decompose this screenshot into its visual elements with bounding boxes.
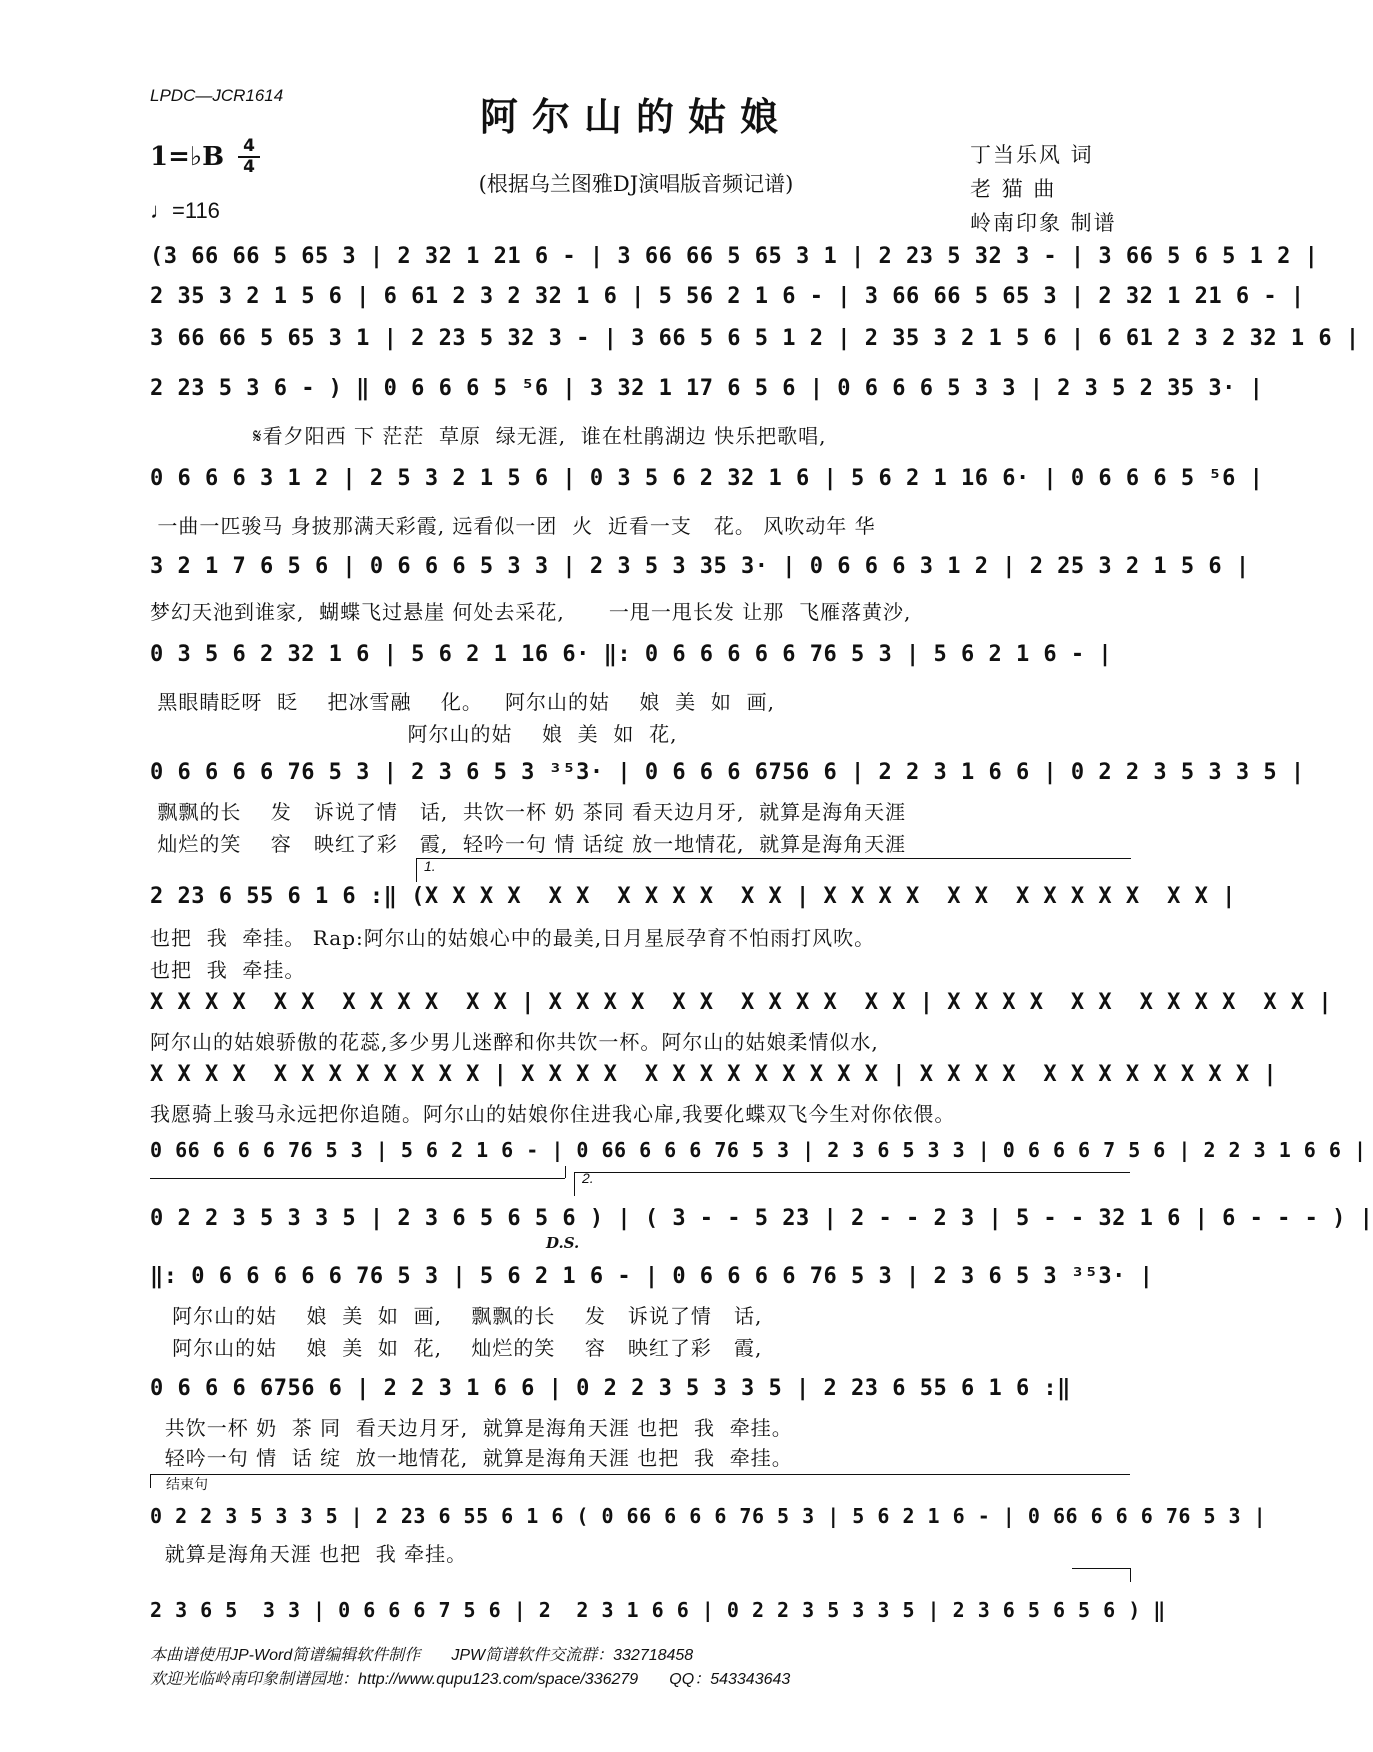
notation-row-6: 3 2 1 7 6 5 6 | 0 6 6 6 5 3 3 | 2 3 5 3 35 3· | 0 6 6 6 3 1 2 | 2 25 3 2 1 5 6 | bbox=[150, 554, 1250, 579]
lyric-row-4: 𝄋看夕阳西 下 茫茫 草原 绿无涯, 谁在杜鹃湖边 快乐把歌唱, bbox=[150, 424, 827, 448]
notation-row-3: 3 66 66 5 65 3 1 | 2 23 5 32 3 - | 3 66 5 6 5 1 2 | 2 35 3 2 1 5 6 | 6 61 2 3 2 32 1 6 | bbox=[150, 326, 1360, 351]
credit-score: 岭南印象 制谱 bbox=[970, 211, 1117, 235]
song-title: 阿尔山的姑娘 bbox=[479, 94, 792, 139]
lyric-row-8b: 灿烂的笑 容 映红了彩 霞, 轻吟一句 情 话绽 放一地情花, 就算是海角天涯 bbox=[150, 832, 907, 856]
lyric-row-10: 阿尔山的姑娘骄傲的花蕊,多少男儿迷醉和你共饮一杯。阿尔山的姑娘柔情似水, bbox=[150, 1030, 879, 1054]
notation-row-4: 2 23 5 3 6 - ) ‖ 0 6 6 6 5 ⁵6 | 3 32 1 17 6 5 6 | 0 6 6 6 5 3 3 | 2 3 5 2 35 3· | bbox=[150, 376, 1264, 401]
notation-row-9: 2 23 6 55 6 1 6 :‖ (X X X X X X X X X X X X | X X X X X X X X X X X X X | bbox=[150, 884, 1236, 909]
footer-line-2: 欢迎光临岭南印象制谱园地：http://www.qupu123.com/space/336279 QQ：543343643 bbox=[150, 1671, 791, 1688]
time-signature bbox=[238, 138, 260, 176]
ending-label: 结束句 bbox=[166, 1476, 208, 1492]
credit-music: 老 猫 曲 bbox=[970, 177, 1057, 201]
lyric-row-7b: 阿尔山的姑 娘 美 如 花, bbox=[150, 722, 678, 746]
lyric-row-14b: 阿尔山的姑 娘 美 如 花, 灿烂的笑 容 映红了彩 霞, bbox=[150, 1336, 763, 1360]
tempo-marking: ♩=116 bbox=[150, 198, 220, 223]
notation-row-7: 0 3 5 6 2 32 1 6 | 5 6 2 1 16 6· ‖: 0 6 6 6 6 6 76 5 3 | 5 6 2 1 6 - | bbox=[150, 642, 1113, 667]
notation-row-10: X X X X X X X X X X X X | X X X X X X X X X X X X | X X X X X X X X X X X X | bbox=[150, 990, 1333, 1015]
lyric-row-14a: 阿尔山的姑 娘 美 如 画, 飘飘的长 发 诉说了情 话, bbox=[150, 1304, 763, 1328]
notation-row-12: 0 66 6 6 6 76 5 3 | 5 6 2 1 6 - | 0 66 6 6 6 76 5 3 | 2 3 6 5 3 3 | 0 6 6 6 7 5 6 | 2 2 3 1 6 6 | bbox=[150, 1138, 1367, 1162]
lyric-row-16: 就算是海角天涯 也把 我 牵挂。 bbox=[150, 1542, 468, 1566]
notation-row-2: 2 35 3 2 1 5 6 | 6 61 2 3 2 32 1 6 | 5 56 2 1 6 - | 3 66 66 5 65 3 | 2 32 1 21 6 - | bbox=[150, 284, 1305, 309]
lyric-row-15a: 共饮一杯 奶 茶 同 看天边月牙, 就算是海角天涯 也把 我 牵挂。 bbox=[150, 1416, 793, 1440]
ending-bracket bbox=[150, 1474, 1130, 1475]
notation-row-13: 0 2 2 3 5 3 3 5 | 2 3 6 5 6 5 6 ) | ( 3 - - 5 23 | 2 - - 2 3 | 5 - - 32 1 6 | 6 - - - ) | bbox=[150, 1206, 1373, 1231]
volta-1-end-tick bbox=[565, 1166, 566, 1178]
footer-line-1: 本曲谱使用JP-Word简谱编辑软件制作 JPW简谱软件交流群：332718458 bbox=[150, 1647, 694, 1664]
time-bottom: 4 bbox=[243, 157, 255, 177]
lyric-row-15b: 轻吟一句 情 话 绽 放一地情花, 就算是海角天涯 也把 我 牵挂。 bbox=[150, 1446, 793, 1470]
lyric-row-6: 梦幻天池到谁家, 蝴蝶飞过悬崖 何处去采花, 一甩一甩长发 让那 飞雁落黄沙, bbox=[150, 600, 912, 624]
volta-1-bracket bbox=[416, 858, 1131, 859]
key-signature: 1=♭B bbox=[150, 142, 225, 172]
notation-row-8: 0 6 6 6 6 76 5 3 | 2 3 6 5 3 ³⁵3· | 0 6 6 6 6756 6 | 2 2 3 1 6 6 | 0 2 2 3 5 3 3 5 | bbox=[150, 760, 1305, 785]
volta-2-tick bbox=[574, 1172, 575, 1196]
notation-row-5: 0 6 6 6 3 1 2 | 2 5 3 2 1 5 6 | 0 3 5 6 2 32 1 6 | 5 6 2 1 16 6· | 0 6 6 6 5 ⁵6 | bbox=[150, 466, 1264, 491]
volta-1-continuation bbox=[150, 1178, 565, 1179]
credits bbox=[970, 138, 1117, 240]
volta-1-tick bbox=[416, 858, 417, 882]
final-bracket bbox=[1072, 1568, 1130, 1569]
final-bracket-tick bbox=[1130, 1568, 1131, 1582]
lyric-row-8a: 飘飘的长 发 诉说了情 话, 共饮一杯 奶 茶同 看天边月牙, 就算是海角天涯 bbox=[150, 800, 907, 824]
ds-marking: D.S. bbox=[546, 1234, 580, 1252]
notation-row-1: (3 66 66 5 65 3 | 2 32 1 21 6 - | 3 66 66 5 65 3 1 | 2 23 5 32 3 - | 3 66 5 6 5 1 2 | bbox=[150, 244, 1319, 269]
notation-row-11: X X X X X X X X X X X X | X X X X X X X X X X X X X | X X X X X X X X X X X X | bbox=[150, 1062, 1278, 1087]
lyric-row-9b: 也把 我 牵挂。 bbox=[150, 958, 306, 982]
score-code: LPDC—JCR1614 bbox=[150, 86, 284, 105]
notation-row-17: 2 3 6 5 3 3 | 0 6 6 6 7 5 6 | 2 2 3 1 6 6 | 0 2 2 3 5 3 3 5 | 2 3 6 5 6 5 6 ) ‖ bbox=[150, 1598, 1166, 1622]
lyric-row-7a: 黑眼睛眨呀 眨 把冰雪融 化。 阿尔山的姑 娘 美 如 画, bbox=[150, 690, 775, 714]
notation-row-16: 0 2 2 3 5 3 3 5 | 2 23 6 55 6 1 6 ( 0 66 6 6 6 76 5 3 | 5 6 2 1 6 - | 0 66 6 6 6 76 5 3 | bbox=[150, 1504, 1267, 1528]
lyric-row-5: 一曲一匹骏马 身披那满天彩霞, 远看似一团 火 近看一支 花。 风吹动年 华 bbox=[150, 514, 876, 538]
notation-row-15: 0 6 6 6 6756 6 | 2 2 3 1 6 6 | 0 2 2 3 5 3 3 5 | 2 23 6 55 6 1 6 :‖ bbox=[150, 1376, 1071, 1401]
credit-lyrics: 丁当乐风 词 bbox=[970, 143, 1094, 167]
notation-row-14: ‖: 0 6 6 6 6 6 76 5 3 | 5 6 2 1 6 - | 0 6 6 6 6 76 5 3 | 2 3 6 5 3 ³⁵3· | bbox=[150, 1264, 1154, 1289]
lyric-row-9a: 也把 我 牵挂。 Rap:阿尔山的姑娘心中的最美,日月星辰孕育不怕雨打风吹。 bbox=[150, 926, 876, 950]
ending-tick bbox=[150, 1474, 151, 1488]
time-top: 4 bbox=[243, 136, 255, 156]
volta-2-label: 2. bbox=[582, 1170, 594, 1186]
volta-2-bracket bbox=[574, 1172, 1130, 1173]
lyric-row-11: 我愿骑上骏马永远把你追随。阿尔山的姑娘你住进我心扉,我要化蝶双飞今生对你依偎。 bbox=[150, 1102, 956, 1126]
volta-1-label: 1. bbox=[424, 858, 436, 874]
song-subtitle: (根据乌兰图雅DJ演唱版音频记谱) bbox=[478, 172, 794, 196]
